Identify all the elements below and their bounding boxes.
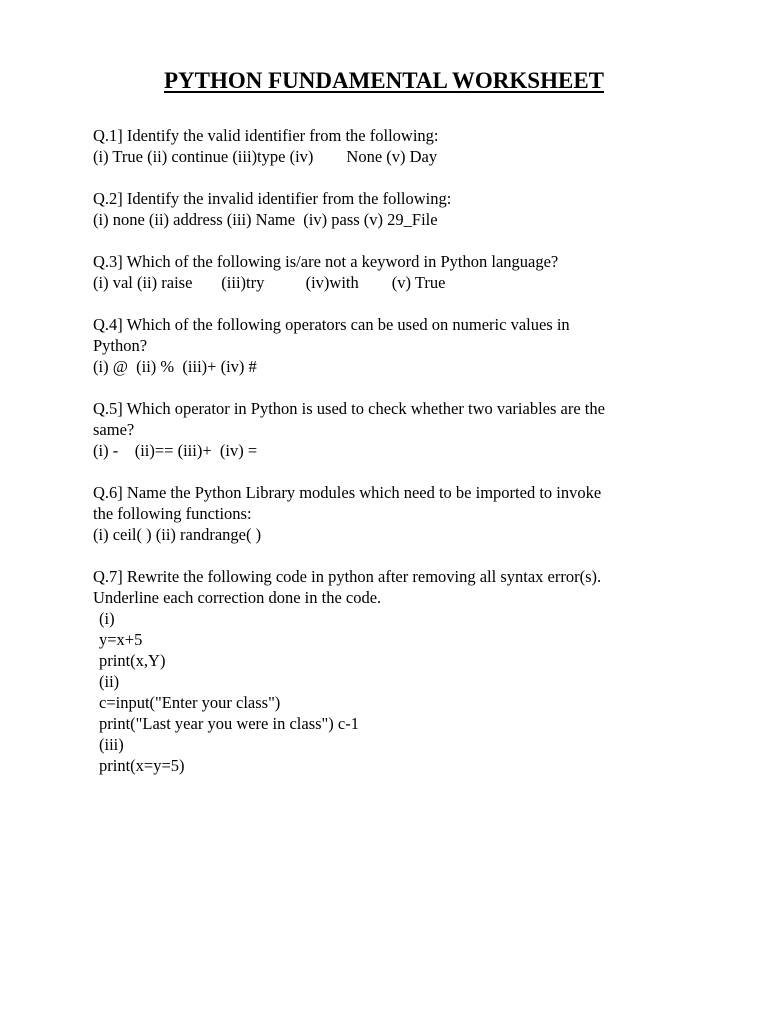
question-7 xyxy=(93,566,733,776)
code-line: y=x+5 xyxy=(99,630,143,649)
question-text: Q.5] Which operator in Python is used to check whether two variables are the xyxy=(93,399,605,418)
code-line: print(x,Y) xyxy=(99,651,166,670)
code-line: (i) xyxy=(99,609,115,628)
question-options: (i) val (ii) raise (iii)try (iv)with (v) True xyxy=(93,273,446,292)
code-line: print(x=y=5) xyxy=(99,756,185,775)
question-text-continued: Python? xyxy=(93,336,148,355)
question-text: Q.3] Which of the following is/are not a keyword in Python language? xyxy=(93,252,559,271)
question-options: (i) - (ii)== (iii)+ (iv) = xyxy=(93,441,258,460)
question-options: (i) True (ii) continue (iii)type (iv) None (v) Day xyxy=(93,147,438,166)
question-3 xyxy=(93,251,733,293)
question-4 xyxy=(93,314,733,377)
question-text: Q.4] Which of the following operators can be used on numeric values in xyxy=(93,315,570,334)
question-text-continued: the following functions: xyxy=(93,504,252,523)
question-text-continued: Underline each correction done in the code. xyxy=(93,588,382,607)
question-options: (i) ceil( ) (ii) randrange( ) xyxy=(93,525,262,544)
code-line: c=input("Enter your class") xyxy=(99,693,281,712)
question-6 xyxy=(93,482,733,545)
question-text: Q.2] Identify the invalid identifier from the following: xyxy=(93,189,452,208)
code-line: (iii) xyxy=(99,735,124,754)
question-text: Q.7] Rewrite the following code in python after removing all syntax error(s). xyxy=(93,567,602,586)
question-text: Q.1] Identify the valid identifier from the following: xyxy=(93,126,439,145)
question-1 xyxy=(93,125,733,167)
page-title: PYTHON FUNDAMENTAL WORKSHEET xyxy=(163,68,605,93)
code-line: (ii) xyxy=(99,672,120,691)
code-line: print("Last year you were in class") c-1 xyxy=(99,714,359,733)
question-2 xyxy=(93,188,733,230)
question-text: Q.6] Name the Python Library modules which need to be imported to invoke xyxy=(93,483,602,502)
question-5 xyxy=(93,398,733,461)
question-text-continued: same? xyxy=(93,420,135,439)
questions-list xyxy=(93,125,733,797)
question-options: (i) @ (ii) % (iii)+ (iv) # xyxy=(93,357,257,376)
question-options: (i) none (ii) address (iii) Name (iv) pass (v) 29_File xyxy=(93,210,438,229)
